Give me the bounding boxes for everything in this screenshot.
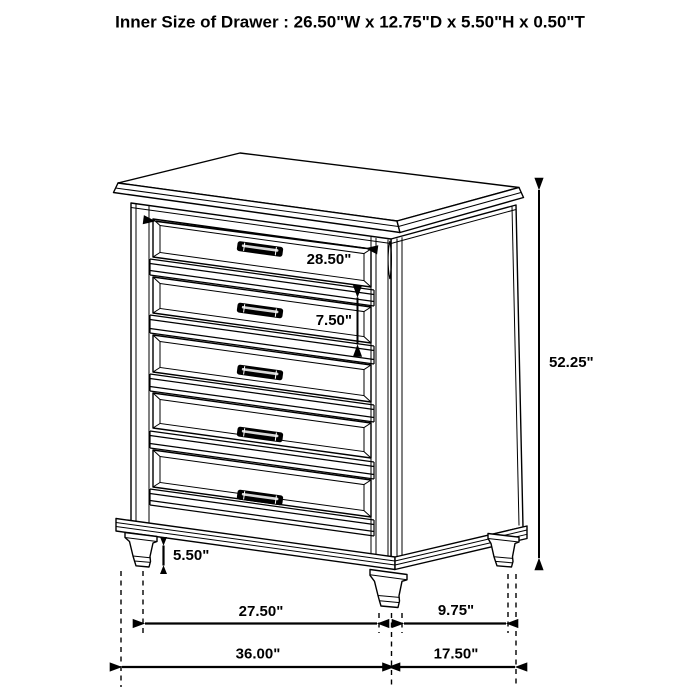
projection-lines xyxy=(121,571,516,687)
dim-overall-depth-label: 17.50" xyxy=(433,645,479,663)
page-title: Inner Size of Drawer : 26.50"W x 12.75"D x 5.50"H x 0.50"T xyxy=(115,12,585,32)
dim-side-leg-spacing xyxy=(404,602,506,624)
dim-overall-depth xyxy=(395,646,516,668)
dim-front-leg-spacing xyxy=(145,603,377,624)
dim-front-leg-spacing-label: 27.50" xyxy=(238,603,284,620)
dim-drawer-height-label: 7.50" xyxy=(315,312,352,329)
dim-side-leg-spacing-label: 9.75" xyxy=(437,602,475,619)
side-panel xyxy=(391,205,523,559)
dim-overall-width xyxy=(122,646,388,668)
leg-front-right xyxy=(370,570,407,608)
dim-overall-height xyxy=(539,190,594,558)
leg-back-right xyxy=(488,534,519,568)
dim-drawer-width-label: 28.50" xyxy=(306,251,352,268)
leg-front-left xyxy=(125,533,157,568)
dim-overall-height-label: 52.25" xyxy=(549,354,594,371)
dim-leg-height xyxy=(164,546,210,566)
dim-leg-height-label: 5.50" xyxy=(173,547,210,564)
dim-overall-width-label: 36.00" xyxy=(235,645,281,663)
